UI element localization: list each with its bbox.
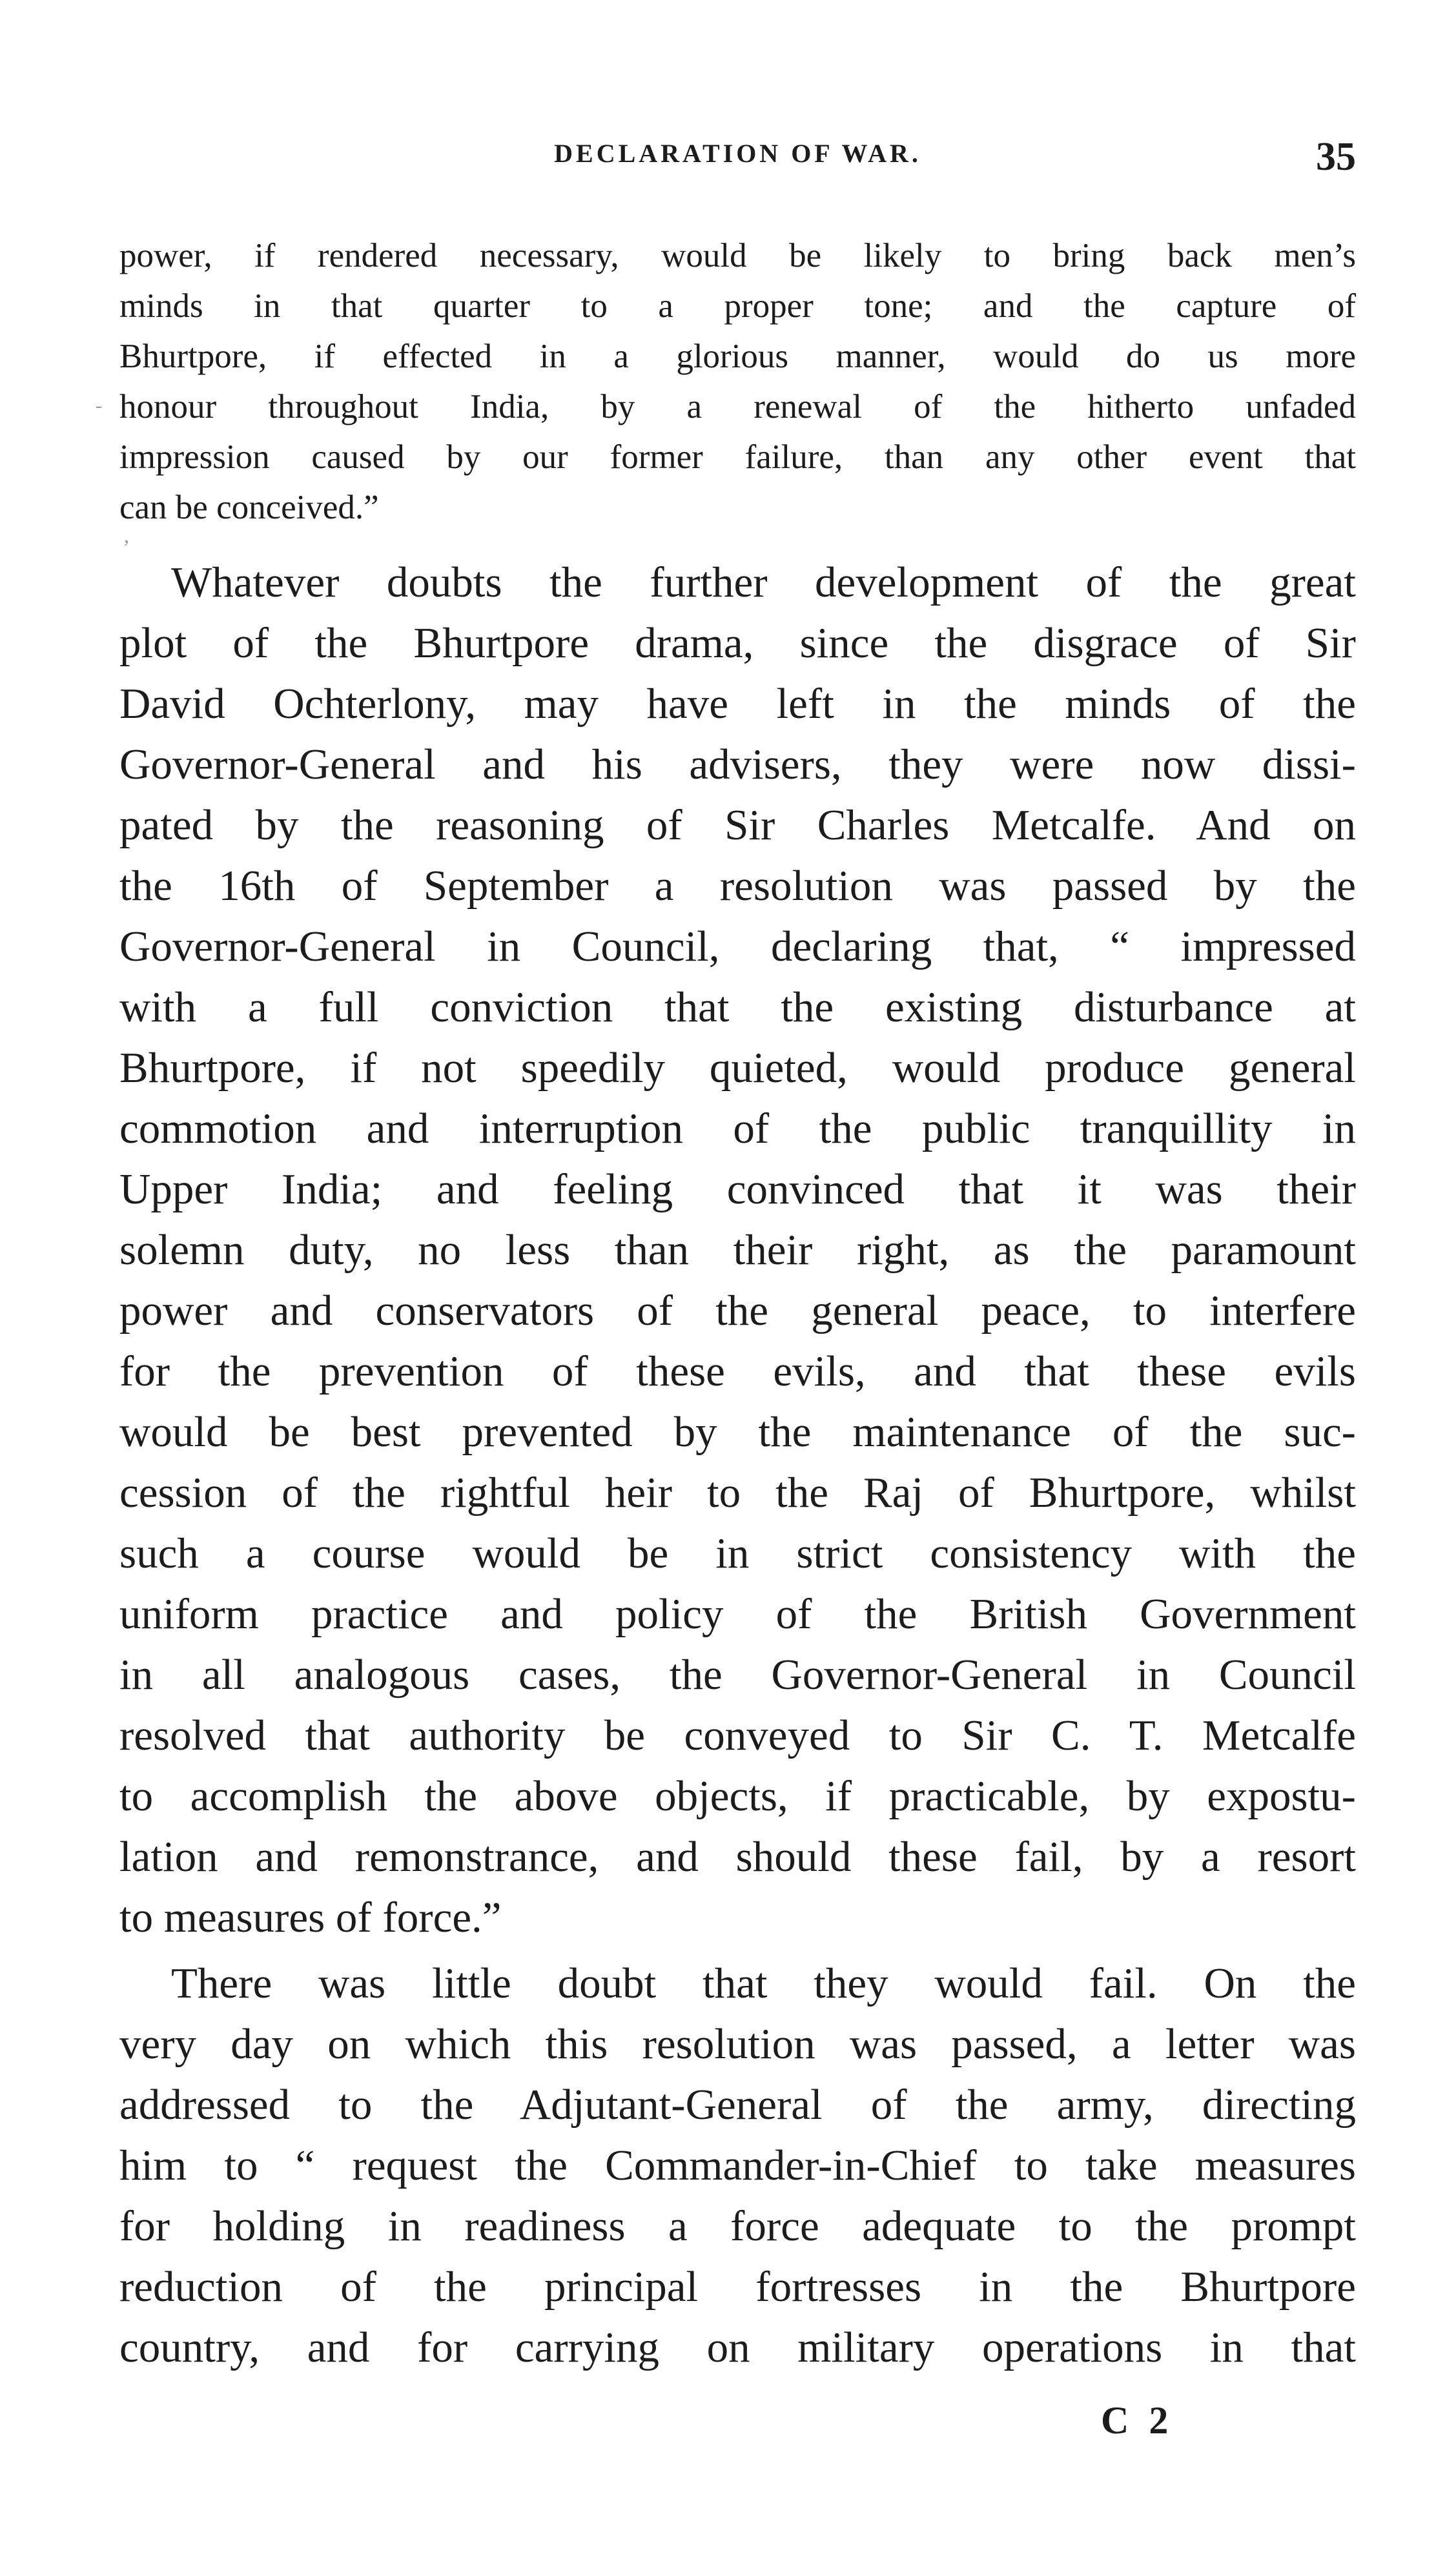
text-line: Bhurtpore, if not speedily quieted, would produce general bbox=[119, 1044, 1356, 1092]
text-line: for holding in readiness a force adequate to the prompt bbox=[119, 2202, 1356, 2250]
text-line: country, and for carrying on military operations in that bbox=[119, 2324, 1356, 2371]
text-line: would be best prevented by the maintenance of the suc- bbox=[119, 1408, 1356, 1456]
text-line: lation and remonstrance, and should these fail, by a resort bbox=[119, 1833, 1356, 1881]
text-line: Whatever doubts the further development of the great bbox=[171, 558, 1356, 606]
text-line: power, if rendered necessary, would be likely to bring back men’s bbox=[119, 237, 1356, 274]
text-line: to accomplish the above objects, if practicable, by expostu- bbox=[119, 1772, 1356, 1820]
margin-mark: - bbox=[96, 395, 102, 416]
text-line: can be conceived.” bbox=[119, 489, 379, 526]
text-line: honour throughout India, by a renewal of the hitherto unfaded bbox=[119, 388, 1356, 425]
running-title: DECLARATION OF WAR. bbox=[554, 139, 921, 168]
text-line: commotion and interruption of the public tranquillity in bbox=[119, 1105, 1356, 1152]
text-line: There was little doubt that they would fail. On the bbox=[171, 1959, 1356, 2007]
running-head bbox=[119, 134, 1356, 186]
text-line: Bhurtpore, if effected in a glorious manner, would do us more bbox=[119, 338, 1356, 375]
text-line: reduction of the principal fortresses in the Bhurtpore bbox=[119, 2263, 1356, 2311]
text-line: Governor-General in Council, declaring that, “ impressed bbox=[119, 923, 1356, 970]
margin-mark: ’ bbox=[123, 536, 130, 560]
text-line: such a course would be in strict consistency with the bbox=[119, 1529, 1356, 1577]
text-line: plot of the Bhurtpore drama, since the disgrace of Sir bbox=[119, 619, 1356, 667]
text-line: Upper India; and feeling convinced that it was their bbox=[119, 1165, 1356, 1213]
text-line: Governor-General and his advisers, they were now dissi- bbox=[119, 741, 1356, 788]
signature-mark: C 2 bbox=[1101, 2399, 1174, 2442]
text-line: the 16th of September a resolution was passed by the bbox=[119, 862, 1356, 910]
text-line: addressed to the Adjutant-General of the army, directing bbox=[119, 2081, 1356, 2129]
text-line: uniform practice and policy of the British Government bbox=[119, 1590, 1356, 1638]
text-line: him to “ request the Commander-in-Chief to take measures bbox=[119, 2142, 1356, 2189]
text-line: for the prevention of these evils, and that these evils bbox=[119, 1347, 1356, 1395]
text-line: impression caused by our former failure, than any other event that bbox=[119, 438, 1356, 476]
text-line: power and conservators of the general peace, to interfere bbox=[119, 1287, 1356, 1334]
text-line: with a full conviction that the existing disturbance at bbox=[119, 983, 1356, 1031]
text-line: to measures of force.” bbox=[119, 1894, 502, 1941]
text-line: in all analogous cases, the Governor-General in Council bbox=[119, 1651, 1356, 1699]
page-number: 35 bbox=[1316, 135, 1356, 179]
text-line: solemn duty, no less than their right, as the paramount bbox=[119, 1226, 1356, 1274]
text-line: pated by the reasoning of Sir Charles Metcalfe. And on bbox=[119, 801, 1356, 849]
text-line: minds in that quarter to a proper tone; and the capture of bbox=[119, 287, 1356, 325]
text-line: David Ochterlony, may have left in the minds of the bbox=[119, 680, 1356, 728]
text-line: very day on which this resolution was passed, a letter was bbox=[119, 2020, 1356, 2068]
text-line: cession of the rightful heir to the Raj of Bhurtpore, whilst bbox=[119, 1469, 1356, 1517]
text-line: resolved that authority be conveyed to Sir C. T. Metcalfe bbox=[119, 1712, 1356, 1759]
